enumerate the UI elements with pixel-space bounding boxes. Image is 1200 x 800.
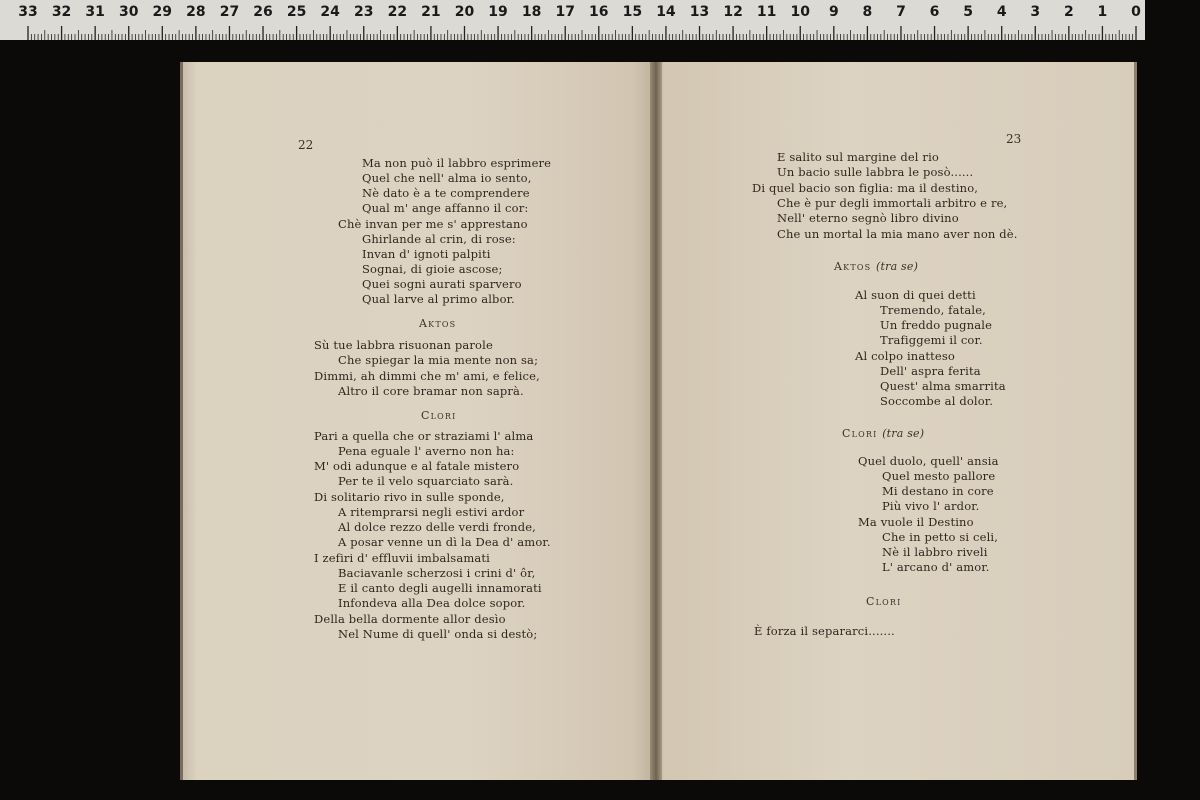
- verse-line: Di quel bacio son figlia: ma il destino,: [752, 181, 979, 195]
- ruler-number: 30: [118, 4, 139, 20]
- ruler-number: 17: [555, 4, 575, 20]
- ruler-number: 26: [253, 4, 273, 20]
- ruler-number: 8: [862, 4, 873, 20]
- verse-line: È forza il separarci.......: [754, 624, 895, 638]
- verse-line: Al dolce rezzo delle verdi fronde,: [338, 520, 536, 534]
- ruler-number: 33: [18, 4, 38, 20]
- ruler-number: 14: [656, 4, 676, 20]
- verse-line: Altro il core bramar non saprà.: [338, 384, 524, 398]
- ruler-number: 3: [1030, 4, 1041, 20]
- verse-line: Più vivo l' ardor.: [882, 499, 980, 513]
- ruler-number: 7: [896, 4, 906, 20]
- verse-line: Che spiegar la mia mente non sa;: [338, 353, 539, 367]
- verse-line: Pari a quella che or straziami l' alma: [314, 429, 534, 443]
- verse-line: Chè invan per me s' apprestano: [338, 217, 528, 231]
- verse-line: Per te il velo squarciato sarà.: [338, 474, 514, 488]
- verse-line: Mi destano in core: [882, 484, 994, 498]
- ruler-number: 21: [421, 4, 441, 20]
- verse-line: Ma non può il labbro esprimere: [362, 156, 552, 170]
- verse-line: Al colpo inatteso: [855, 349, 955, 363]
- ruler-number: 19: [488, 4, 508, 20]
- speaker-name: Clori: [866, 595, 902, 608]
- verse-line: Che in petto si celi,: [882, 530, 999, 544]
- ruler-number: 28: [186, 4, 206, 20]
- verse-line: Che è pur degli immortali arbitro e re,: [777, 196, 1008, 210]
- verse-line: Tremendo, fatale,: [880, 303, 986, 317]
- page-number-right: 23: [1006, 132, 1022, 146]
- verse-line: Della bella dormente allor desìo: [314, 612, 506, 626]
- verse-line: Di solitario rivo in sulle sponde,: [314, 490, 505, 504]
- verse-line: Quel che nell' alma io sento,: [362, 171, 532, 185]
- verse-line: Dimmi, ah dimmi che m' ami, e felice,: [314, 369, 540, 383]
- speaker-heading: [834, 260, 918, 273]
- ruler-number: 4: [996, 4, 1007, 20]
- ruler-number: 22: [387, 4, 408, 20]
- measuring-ruler: [0, 0, 1145, 40]
- ruler-number: 32: [51, 4, 72, 20]
- verse-line: Soccombe al dolor.: [880, 394, 993, 408]
- verse-line: M' odi adunque e al fatale mistero: [314, 459, 520, 473]
- ruler-number: 16: [589, 4, 609, 20]
- ruler-number: 15: [622, 4, 643, 20]
- verse-line: Ma vuole il Destino: [858, 515, 974, 529]
- verse-line: L' arcano d' amor.: [882, 560, 990, 574]
- speaker-name: Clori: [842, 427, 878, 440]
- verse-line: Pena eguale l' averno non ha:: [338, 444, 515, 458]
- ruler-numbers: [0, 0, 1145, 22]
- verse-line: Un freddo pugnale: [880, 318, 993, 332]
- ruler-number: 12: [723, 4, 743, 20]
- ruler-number: 6: [929, 4, 940, 20]
- speaker-name: Aktos: [834, 260, 872, 273]
- ruler-number: 10: [790, 4, 810, 20]
- verse-line: Che un mortal la mia mano aver non dè.: [777, 227, 1018, 241]
- ruler-number: 24: [320, 4, 340, 20]
- ruler-number: 9: [828, 4, 839, 20]
- verse-line: E il canto degli augelli innamorati: [338, 581, 542, 595]
- verse-line: Nè dato è a te comprendere: [362, 186, 530, 200]
- ruler-number: 2: [1063, 4, 1074, 20]
- verse-line: Quest' alma smarrita: [880, 379, 1006, 393]
- verse-line: Trafiggemi il cor.: [880, 333, 983, 347]
- ruler-number: 5: [963, 4, 973, 20]
- ruler-number: 20: [454, 4, 475, 20]
- verse-line: Baciavanle scherzosi i crini d' ôr,: [338, 566, 536, 580]
- ruler-number: 18: [521, 4, 542, 20]
- speaker-name: Clori: [421, 409, 457, 422]
- verse-line: I zefiri d' effluvii imbalsamati: [314, 551, 491, 565]
- book-gutter: [650, 62, 662, 780]
- ruler-number: 31: [85, 4, 105, 20]
- verse-line: Sù tue labbra risuonan parole: [314, 338, 493, 352]
- speaker-heading: [842, 427, 924, 440]
- verse-line: Ghirlande al crin, di rose:: [362, 232, 516, 246]
- ruler-number: 0: [1131, 4, 1141, 20]
- verse-line: Quel mesto pallore: [882, 469, 996, 483]
- verse-line: Nel Nume di quell' onda si destò;: [338, 627, 538, 641]
- ruler-number: 13: [689, 4, 710, 20]
- ruler-number: 1: [1097, 4, 1108, 20]
- stage-direction: (tra se): [876, 260, 919, 273]
- ruler-number: 11: [756, 4, 777, 20]
- verse-line: Al suon di quei detti: [855, 288, 976, 302]
- speaker-name: Aktos: [419, 317, 457, 330]
- ruler-number: 29: [152, 4, 173, 20]
- verse-line: Infondeva alla Dea dolce sopor.: [338, 596, 526, 610]
- verse-line: Sognai, di gioie ascose;: [362, 262, 503, 276]
- verse-line: Qual larve al primo albor.: [362, 292, 515, 306]
- verse-line: Un bacio sulle labbra le posò......: [777, 165, 974, 179]
- stage-direction: (tra se): [882, 427, 925, 440]
- verse-line: Quei sogni aurati sparvero: [362, 277, 522, 291]
- page-number-left: 22: [298, 138, 314, 152]
- verse-line: Quel duolo, quell' ansia: [858, 454, 999, 468]
- verse-line: Invan d' ignoti palpiti: [362, 247, 491, 261]
- verse-line: Nell' eterno segnò libro divino: [777, 211, 959, 225]
- ruler-number: 25: [286, 4, 307, 20]
- ruler-number: 27: [219, 4, 240, 20]
- verse-line: Nè il labbro riveli: [882, 545, 988, 559]
- verse-line: A posar venne un dì la Dea d' amor.: [338, 535, 551, 549]
- verse-line: E salito sul margine del rio: [777, 150, 939, 164]
- verse-line: Dell' aspra ferita: [880, 364, 981, 378]
- verse-line: Qual m' ange affanno il cor:: [362, 201, 529, 215]
- ruler-number: 23: [354, 4, 374, 20]
- verse-line: A ritemprarsi negli estivi ardor: [338, 505, 525, 519]
